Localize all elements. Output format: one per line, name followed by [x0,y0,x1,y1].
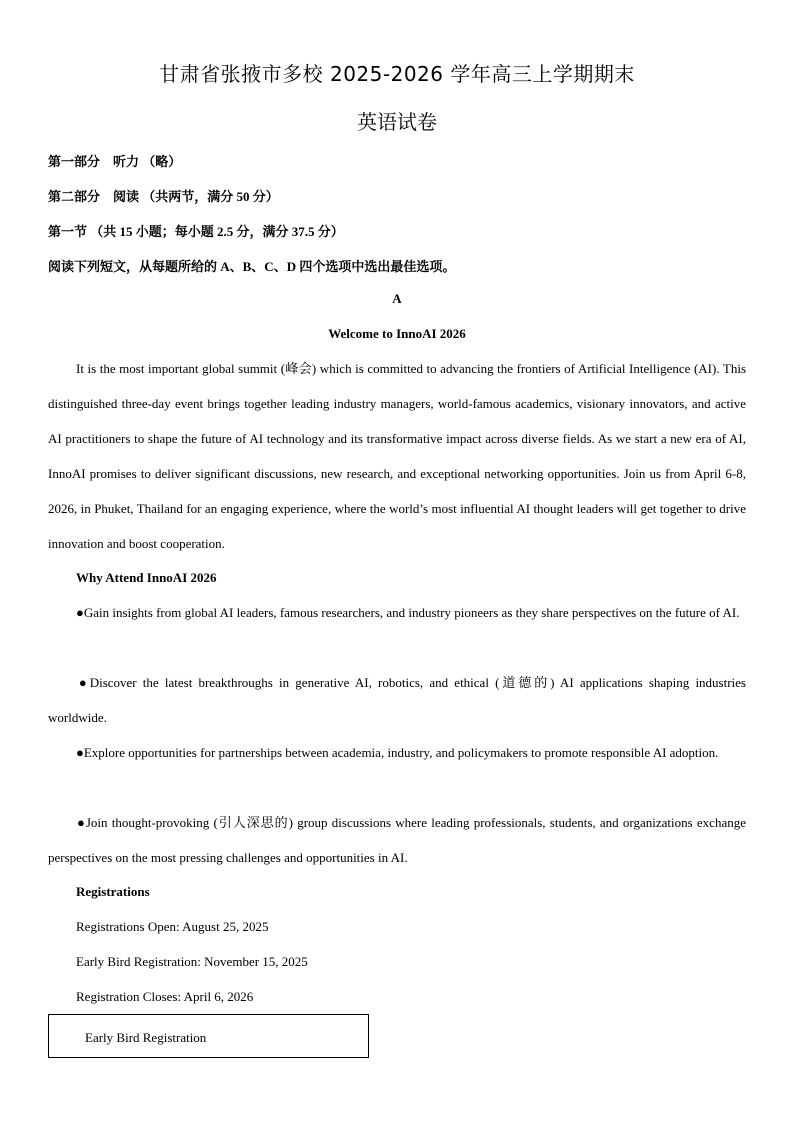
part2-heading: 第二部分 阅读 （共两节，满分 50 分） [48,189,279,204]
section1-heading: 第一节 （共 15 小题；每小题 2.5 分，满分 37.5 分） [48,224,344,239]
registration-close-line: Registration Closes: April 6, 2026 [76,989,254,1004]
part1-heading: 第一部分 听力 （略） [48,154,182,169]
passage-label: A [392,291,402,306]
document-subtitle: 英语试卷 [357,110,437,134]
bullet-item: ●Join thought-provoking (引人深思的) group discussions where leading professionals, students, and organizations exchange perspectives on the most pressing challenges and opportunities in AI. [48,815,746,865]
registration-table [48,1014,369,1058]
why-attend-heading: Why Attend InnoAI 2026 [76,570,217,585]
registrations-heading: Registrations [76,884,150,899]
registration-open-line: Registrations Open: August 25, 2025 [76,919,269,934]
bullet-item: ●Gain insights from global AI leaders, famous researchers, and industry pioneers as they share perspectives on the future of AI. [76,605,740,620]
bullet-item: ●Explore opportunities for partnerships between academia, industry, and policymakers to promote responsible AI adoption. [76,745,719,760]
table-cell-early-bird: Early Bird Registration [85,1030,207,1045]
early-bird-line: Early Bird Registration: November 15, 2025 [76,954,308,969]
document-title: 甘肃省张掖市多校 2025-2026 学年高三上学期期末 [159,62,635,86]
intro-text: It is the most important global summit (峰会) which is committed to advancing the frontiers of Artificial Intelligence (AI). This distinguished three-day event brings together leading industry managers, world-famous academics, visionary innovators, and active AI practitioners to shape the future of AI technology and its transformative impact across diverse fields. As we start a new era of AI, InnoAI promises to deliver significant discussions, new research, and exceptional networking opportunities. Join us from April 6-8, 2026, in Phuket, Thailand for an engaging experience, where the world’s most influential AI thought leaders will get together to drive innovation and boost cooperation. [48,361,746,551]
bullet-item: ●Discover the latest breakthroughs in generative AI, robotics, and ethical (道德的) AI applications shaping industries worldwide. [48,675,746,725]
passage-heading: Welcome to InnoAI 2026 [328,326,466,341]
intro-paragraph [48,351,746,561]
reading-direction: 阅读下列短文，从每题所给的 A、B、C、D 四个选项中选出最佳选项。 [48,259,456,274]
